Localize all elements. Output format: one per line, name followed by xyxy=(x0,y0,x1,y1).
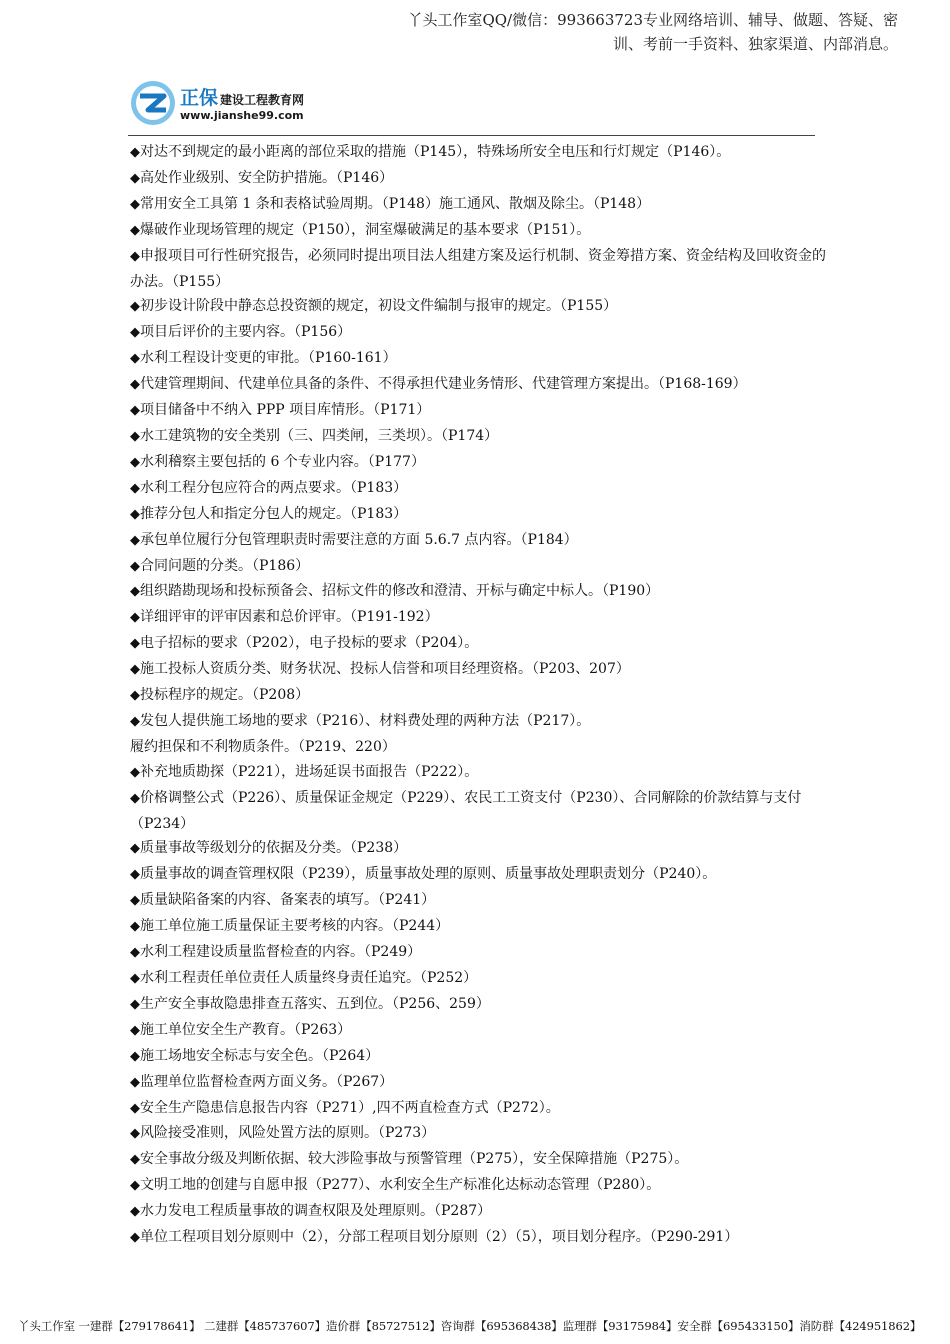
list-item-text: 发包人提供施工场地的要求（P216）、材料费处理的两种方法（P217）。 xyxy=(140,712,591,729)
list-item xyxy=(130,1173,830,1199)
diamond-bullet-icon: ◆ xyxy=(130,867,140,883)
list-item-text: 质量缺陷备案的内容、备案表的填写。（P241） xyxy=(140,892,436,909)
list-item-text: 水利工程分包应符合的两点要求。（P183） xyxy=(140,479,408,496)
list-item-text: 初步设计阶段中静态总投资额的规定，初设文件编制与报审的规定。（P155） xyxy=(140,298,618,315)
list-item-text: 投标程序的规定。（P208） xyxy=(140,687,310,704)
list-item-text: 高处作业级别、安全防护措施。（P146） xyxy=(140,169,394,186)
list-item xyxy=(130,1121,830,1147)
diamond-bullet-icon: ◆ xyxy=(130,610,140,626)
list-item-text: 单位工程项目划分原则中（2），分部工程项目划分原则（2）（5），项目划分程序。（P290-291） xyxy=(140,1229,739,1246)
list-item xyxy=(130,372,830,398)
list-item-text: 申报项目可行性研究报告，必须同时提出项目法人组建方案及运行机制、资金筹措方案、资金结构及回收资金的办法。（P155） xyxy=(130,247,826,290)
list-item-text: 施工投标人资质分类、财务状况、投标人信誉和项目经理资格。（P203、207） xyxy=(140,661,630,678)
list-item xyxy=(130,862,830,888)
footer-groups: 丫头工作室 一建群【279178641】 二建群【485737607】造价群【85727512】咨询群【695368438】监理群【93175984】安全群【695433150】消防群【424951862】 xyxy=(18,1319,922,1333)
list-item xyxy=(130,683,830,709)
list-item-text: 项目后评价的主要内容。（P156） xyxy=(140,324,352,341)
list-item xyxy=(130,140,830,166)
list-item xyxy=(130,294,830,320)
list-item xyxy=(130,346,830,372)
list-item xyxy=(130,940,830,966)
list-item xyxy=(130,657,830,683)
list-item-text: 补充地质勘探（P221），进场延误书面报告（P222）。 xyxy=(140,763,479,780)
list-item xyxy=(130,244,830,295)
list-item-text: 爆破作业现场管理的规定（P150），洞室爆破满足的基本要求（P151）。 xyxy=(140,221,591,238)
list-item-text: 文明工地的创建与自愿申报（P277）、水利安全生产标准化达标动态管理（P280）。 xyxy=(140,1177,661,1194)
list-item xyxy=(130,966,830,992)
list-item-text: 推荐分包人和指定分包人的规定。（P183） xyxy=(140,505,408,522)
diamond-bullet-icon: ◆ xyxy=(130,377,140,393)
list-item-text: 水利工程责任单位责任人质量终身责任追究。（P252） xyxy=(140,970,478,986)
logo-url: www.jianshe99.com xyxy=(180,109,304,122)
diamond-bullet-icon: ◆ xyxy=(130,480,140,496)
list-item-text: 代建管理期间、代建单位具备的条件、不得承担代建业务情形、代建管理方案提出。（P168-169） xyxy=(140,376,747,393)
list-item xyxy=(130,709,830,735)
diamond-bullet-icon: ◆ xyxy=(130,584,140,600)
list-item xyxy=(130,528,830,554)
diamond-bullet-icon: ◆ xyxy=(130,506,140,522)
diamond-bullet-icon: ◆ xyxy=(130,636,140,652)
diamond-bullet-icon: ◆ xyxy=(130,919,140,935)
diamond-bullet-icon: ◆ xyxy=(130,971,140,986)
diamond-bullet-icon: ◆ xyxy=(130,145,140,160)
list-item xyxy=(130,1018,830,1044)
list-item-text: 组织踏勘现场和投标预备会、招标文件的修改和澄清、开标与确定中标人。（P190） xyxy=(140,583,660,600)
diamond-bullet-icon: ◆ xyxy=(130,428,140,444)
list-item-text: 质量事故的调查管理权限（P239），质量事故处理的原则、质量事故处理职责划分（P240）。 xyxy=(140,866,717,883)
diamond-bullet-icon: ◆ xyxy=(130,688,140,704)
diamond-bullet-icon: ◆ xyxy=(130,764,140,780)
diamond-bullet-icon: ◆ xyxy=(130,1100,140,1116)
diamond-bullet-icon: ◆ xyxy=(130,351,140,367)
list-item-text: 安全事故分级及判断依据、较大涉险事故与预警管理（P275），安全保障措施（P275）。 xyxy=(140,1151,689,1168)
list-item xyxy=(130,992,830,1018)
list-item xyxy=(130,914,830,940)
diamond-bullet-icon: ◆ xyxy=(130,403,140,419)
diamond-bullet-icon: ◆ xyxy=(130,1022,140,1038)
list-item-text: 生产安全事故隐患排查五落实、五到位。（P256、259） xyxy=(140,995,490,1012)
diamond-bullet-icon: ◆ xyxy=(130,1230,140,1246)
list-item xyxy=(130,735,830,760)
list-item xyxy=(130,1199,830,1225)
list-item xyxy=(130,786,830,837)
list-item xyxy=(130,398,830,424)
diamond-bullet-icon: ◆ xyxy=(130,558,140,574)
list-item xyxy=(130,1225,830,1251)
header-divider xyxy=(128,135,815,136)
key-points-list xyxy=(130,140,830,1251)
list-item-text: 施工单位安全生产教育。（P263） xyxy=(140,1021,352,1038)
diamond-bullet-icon: ◆ xyxy=(130,196,140,212)
list-item xyxy=(130,1096,830,1122)
diamond-bullet-icon: ◆ xyxy=(130,996,140,1012)
list-item-text: 监理单位监督检查两方面义务。（P267） xyxy=(140,1073,394,1090)
diamond-bullet-icon: ◆ xyxy=(130,841,140,857)
diamond-bullet-icon: ◆ xyxy=(130,299,140,315)
list-item-text: 施工单位施工质量保证主要考核的内容。（P244） xyxy=(140,918,450,935)
list-item xyxy=(130,450,830,476)
list-item xyxy=(130,192,830,218)
list-item-text: 水工建筑物的安全类别（三、四类闸，三类坝）。（P174） xyxy=(140,427,499,444)
diamond-bullet-icon: ◆ xyxy=(130,713,140,729)
diamond-bullet-icon: ◆ xyxy=(130,325,140,341)
list-item xyxy=(130,424,830,450)
list-item xyxy=(130,476,830,502)
list-item xyxy=(130,836,830,862)
diamond-bullet-icon: ◆ xyxy=(130,893,140,909)
list-item-text: 电子招标的要求（P202），电子投标的要求（P204）。 xyxy=(140,635,479,652)
logo-name xyxy=(180,83,304,110)
diamond-bullet-icon: ◆ xyxy=(130,790,140,806)
list-item xyxy=(130,888,830,914)
list-item xyxy=(130,1044,830,1070)
diamond-bullet-icon: ◆ xyxy=(130,945,140,961)
diamond-bullet-icon: ◆ xyxy=(130,454,140,470)
list-item-text: 对达不到规定的最小距离的部位采取的措施（P145），特殊场所安全电压和行灯规定（P146）。 xyxy=(140,144,731,160)
list-item-text: 质量事故等级划分的依据及分类。（P238） xyxy=(140,840,408,857)
list-item-text: 安全生产隐患信息报告内容（P271）,四不两直检查方式（P272）。 xyxy=(140,1099,560,1116)
list-item-text: 项目储备中不纳入 PPP 项目库情形。（P171） xyxy=(140,402,431,419)
list-item-text: 水利工程建设质量监督检查的内容。（P249） xyxy=(140,944,422,961)
list-item xyxy=(130,631,830,657)
header-note: 丫头工作室QQ/微信：993663723专业网络培训、辅导、做题、答疑、密训、考前一手资料、独家渠道、内部消息。 xyxy=(407,11,898,53)
list-item xyxy=(130,1070,830,1096)
list-item-text: 水利稽察主要包括的 6 个专业内容。（P177） xyxy=(140,453,425,470)
list-item xyxy=(130,579,830,605)
logo-cn-main: 正保 xyxy=(180,87,219,109)
diamond-bullet-icon: ◆ xyxy=(130,1074,140,1090)
list-item-text: 水力发电工程质量事故的调查权限及处理原则。（P287） xyxy=(140,1203,492,1220)
list-item-text: 风险接受准则，风险处置方法的原则。（P273） xyxy=(140,1125,436,1142)
logo-swoosh-icon xyxy=(128,78,178,128)
diamond-bullet-icon: ◆ xyxy=(130,222,140,238)
diamond-bullet-icon: ◆ xyxy=(130,1204,140,1220)
list-item-text: 承包单位履行分包管理职责时需要注意的方面 5.6.7 点内容。（P184） xyxy=(140,531,578,548)
diamond-bullet-icon: ◆ xyxy=(130,1178,140,1194)
list-item xyxy=(130,1147,830,1173)
diamond-bullet-icon: ◆ xyxy=(130,662,140,678)
list-item xyxy=(130,605,830,631)
jianshe99-logo xyxy=(128,78,388,128)
list-item xyxy=(130,502,830,528)
diamond-bullet-icon: ◆ xyxy=(130,1152,140,1168)
list-item-text: 合同问题的分类。（P186） xyxy=(140,557,310,574)
list-item-text: 价格调整公式（P226）、质量保证金规定（P229）、农民工工资支付（P230）、合同解除的价款结算与支付（P234） xyxy=(130,789,802,832)
list-item xyxy=(130,760,830,786)
list-item xyxy=(130,166,830,192)
list-item-text: 履约担保和不利物质条件。（P219、220） xyxy=(130,738,396,755)
list-item-text: 施工场地安全标志与安全色。（P264） xyxy=(140,1047,380,1064)
diamond-bullet-icon: ◆ xyxy=(130,532,140,548)
list-item-text: 详细评审的评审因素和总价评审。（P191-192） xyxy=(140,609,439,626)
list-item xyxy=(130,218,830,244)
diamond-bullet-icon: ◆ xyxy=(130,1048,140,1064)
list-item-text: 常用安全工具第 1 条和表格试验周期。（P148）施工通风、散烟及除尘。（P148） xyxy=(140,195,651,212)
diamond-bullet-icon: ◆ xyxy=(130,1126,140,1142)
list-item xyxy=(130,554,830,580)
diamond-bullet-icon: ◆ xyxy=(130,170,140,186)
diamond-bullet-icon: ◆ xyxy=(130,248,140,264)
list-item xyxy=(130,320,830,346)
logo-cn-sub: 建设工程教育网 xyxy=(220,93,305,107)
list-item-text: 水利工程设计变更的审批。（P160-161） xyxy=(140,350,397,367)
